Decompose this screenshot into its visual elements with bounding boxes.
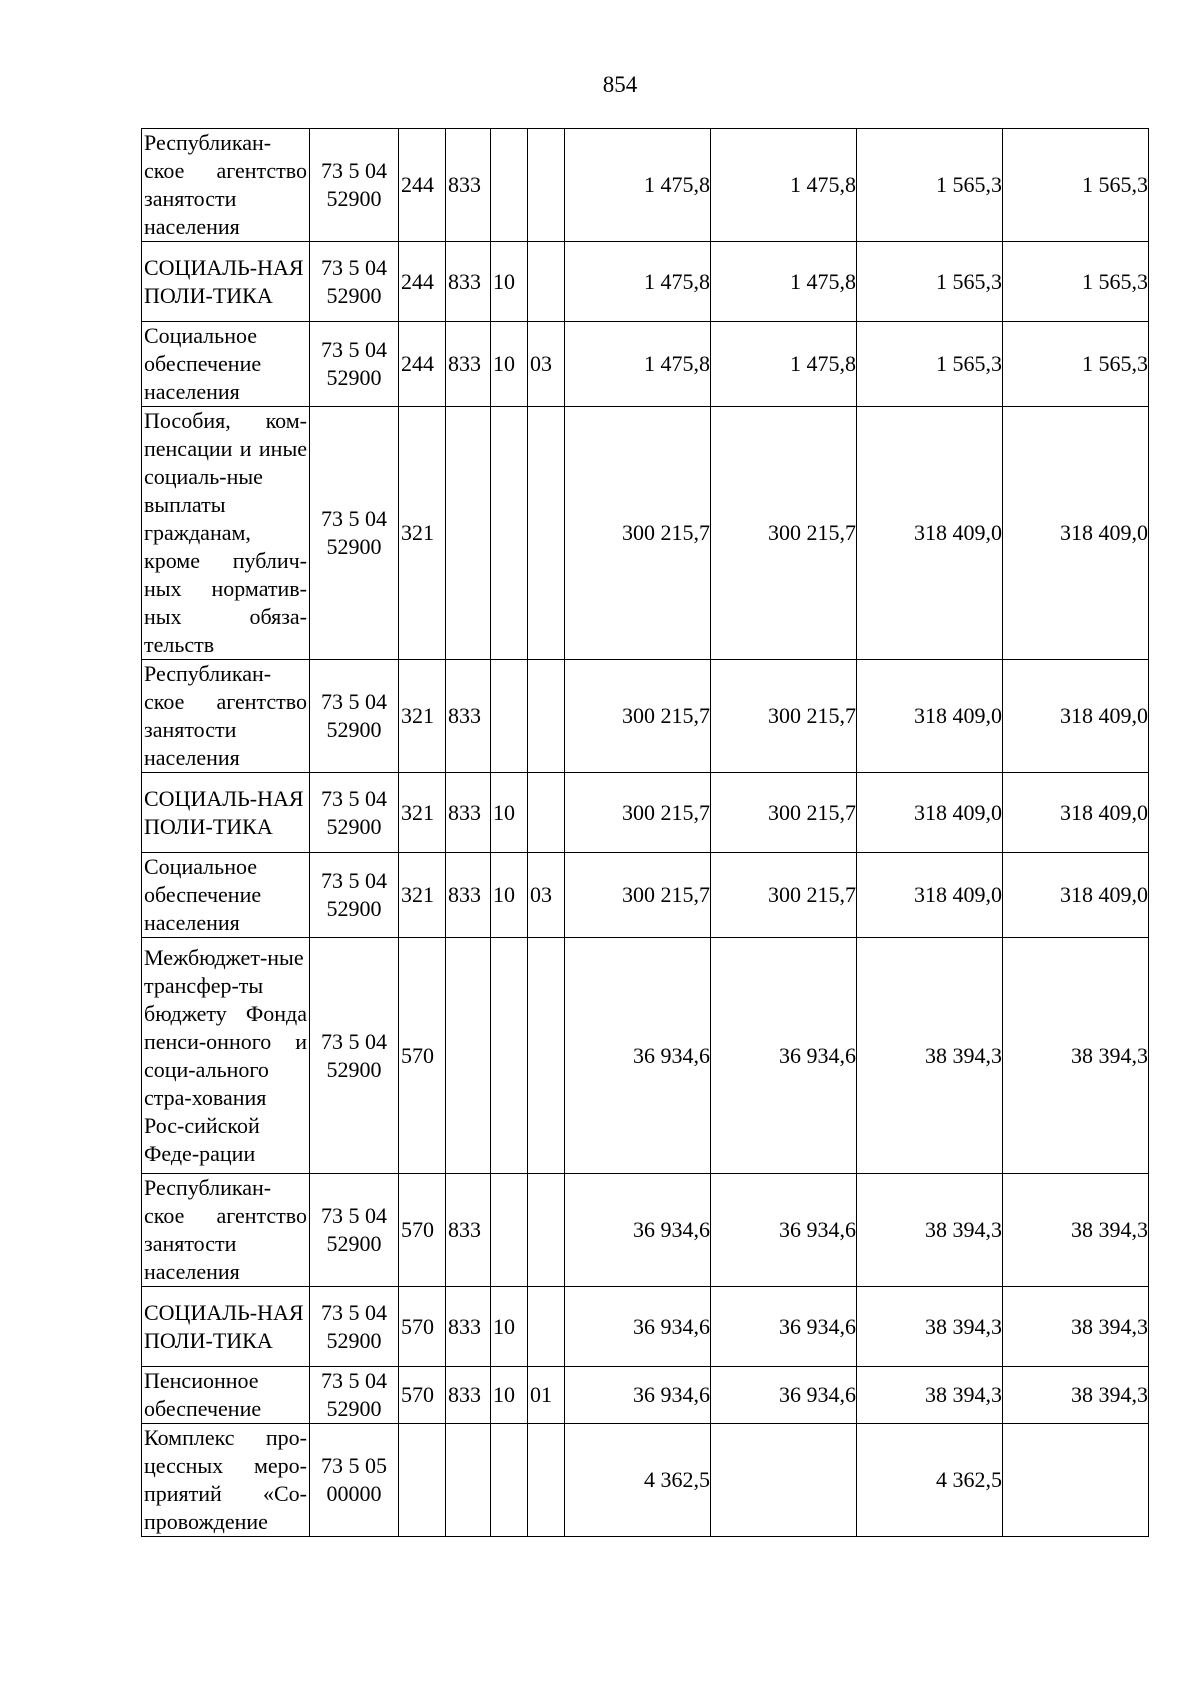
expense-type-code: 244	[399, 129, 446, 242]
administrator-code: 833	[446, 773, 491, 853]
table-row	[142, 1367, 1149, 1424]
section-code	[491, 1174, 528, 1287]
line-item-name: Пенсионное обеспечение	[142, 1367, 310, 1424]
line-item-name: Пособия, ком-пенсации и иные социаль-ные выплаты гражданам, кроме публич-ных норматив-ных обяза-тельств	[142, 407, 310, 660]
amount-col-1: 1 475,8	[565, 129, 711, 242]
line-item-name: СОЦИАЛЬ-НАЯ ПОЛИ-ТИКА	[142, 1287, 310, 1367]
expense-type-code: 570	[399, 1174, 446, 1287]
amount-col-3: 38 394,3	[857, 1367, 1003, 1424]
target-article-code: 73 5 04 52900	[310, 129, 399, 242]
section-code	[491, 1424, 528, 1537]
amount-col-3: 318 409,0	[857, 773, 1003, 853]
administrator-code: 833	[446, 660, 491, 773]
administrator-code: 833	[446, 129, 491, 242]
section-code: 10	[491, 1367, 528, 1424]
expense-type-code: 321	[399, 407, 446, 660]
line-item-name: Социальное обеспечение населения	[142, 322, 310, 407]
amount-col-1: 36 934,6	[565, 938, 711, 1174]
amount-col-3: 38 394,3	[857, 1287, 1003, 1367]
administrator-code: 833	[446, 322, 491, 407]
amount-col-2: 300 215,7	[711, 660, 857, 773]
expense-type-code: 570	[399, 1287, 446, 1367]
section-code	[491, 407, 528, 660]
table-row	[142, 129, 1149, 242]
target-article-code: 73 5 04 52900	[310, 1174, 399, 1287]
subsection-code	[528, 1174, 565, 1287]
section-code: 10	[491, 322, 528, 407]
target-article-code: 73 5 04 52900	[310, 242, 399, 322]
section-code: 10	[491, 853, 528, 938]
target-article-code: 73 5 04 52900	[310, 660, 399, 773]
subsection-code	[528, 660, 565, 773]
expense-type-code: 321	[399, 660, 446, 773]
amount-col-3: 4 362,5	[857, 1424, 1003, 1537]
subsection-code: 03	[528, 853, 565, 938]
target-article-code: 73 5 04 52900	[310, 1287, 399, 1367]
amount-col-3: 1 565,3	[857, 129, 1003, 242]
administrator-code	[446, 1424, 491, 1537]
amount-col-4: 318 409,0	[1003, 853, 1149, 938]
target-article-code: 73 5 04 52900	[310, 773, 399, 853]
amount-col-1: 300 215,7	[565, 407, 711, 660]
amount-col-2: 300 215,7	[711, 853, 857, 938]
subsection-code: 03	[528, 322, 565, 407]
amount-col-3: 318 409,0	[857, 407, 1003, 660]
line-item-name: Межбюджет-ные трансфер-ты бюджету Фонда пенси-онного и соци-ального стра-хования Рос-сийской Феде-рации	[142, 938, 310, 1174]
section-code: 10	[491, 1287, 528, 1367]
target-article-code: 73 5 04 52900	[310, 407, 399, 660]
line-item-name: Республикан-ское агентство занятости населения	[142, 660, 310, 773]
line-item-name: Республикан-ское агентство занятости населения	[142, 129, 310, 242]
amount-col-1: 36 934,6	[565, 1287, 711, 1367]
table-row	[142, 322, 1149, 407]
amount-col-2: 36 934,6	[711, 938, 857, 1174]
subsection-code	[528, 407, 565, 660]
amount-col-2: 36 934,6	[711, 1174, 857, 1287]
table-row	[142, 938, 1149, 1174]
amount-col-3: 38 394,3	[857, 1174, 1003, 1287]
section-code: 10	[491, 242, 528, 322]
subsection-code	[528, 938, 565, 1174]
subsection-code	[528, 129, 565, 242]
target-article-code: 73 5 04 52900	[310, 1367, 399, 1424]
table-row	[142, 1174, 1149, 1287]
subsection-code	[528, 242, 565, 322]
amount-col-2: 300 215,7	[711, 773, 857, 853]
administrator-code: 833	[446, 242, 491, 322]
amount-col-3: 1 565,3	[857, 242, 1003, 322]
amount-col-1: 1 475,8	[565, 242, 711, 322]
amount-col-2	[711, 1424, 857, 1537]
amount-col-4: 38 394,3	[1003, 1174, 1149, 1287]
amount-col-1: 4 362,5	[565, 1424, 711, 1537]
amount-col-1: 300 215,7	[565, 660, 711, 773]
amount-col-2: 300 215,7	[711, 407, 857, 660]
amount-col-1: 300 215,7	[565, 773, 711, 853]
administrator-code: 833	[446, 1287, 491, 1367]
amount-col-4: 38 394,3	[1003, 1367, 1149, 1424]
amount-col-4: 38 394,3	[1003, 938, 1149, 1174]
table-row	[142, 1287, 1149, 1367]
subsection-code	[528, 1287, 565, 1367]
budget-table	[141, 128, 1149, 1537]
target-article-code: 73 5 04 52900	[310, 322, 399, 407]
budget-table-body	[142, 129, 1149, 1537]
line-item-name: Комплекс про-цессных меро-приятий «Со-провождение	[142, 1424, 310, 1537]
amount-col-4: 1 565,3	[1003, 322, 1149, 407]
section-code: 10	[491, 773, 528, 853]
section-code	[491, 129, 528, 242]
table-row	[142, 242, 1149, 322]
amount-col-2: 36 934,6	[711, 1287, 857, 1367]
amount-col-2: 1 475,8	[711, 322, 857, 407]
amount-col-3: 318 409,0	[857, 853, 1003, 938]
target-article-code: 73 5 04 52900	[310, 938, 399, 1174]
amount-col-2: 36 934,6	[711, 1367, 857, 1424]
subsection-code: 01	[528, 1367, 565, 1424]
line-item-name: Социальное обеспечение населения	[142, 853, 310, 938]
expense-type-code: 321	[399, 853, 446, 938]
amount-col-4: 1 565,3	[1003, 242, 1149, 322]
administrator-code: 833	[446, 1367, 491, 1424]
table-row	[142, 660, 1149, 773]
amount-col-1: 1 475,8	[565, 322, 711, 407]
administrator-code: 833	[446, 1174, 491, 1287]
expense-type-code	[399, 1424, 446, 1537]
line-item-name: Республикан-ское агентство занятости населения	[142, 1174, 310, 1287]
amount-col-4: 38 394,3	[1003, 1287, 1149, 1367]
expense-type-code: 244	[399, 242, 446, 322]
amount-col-4: 318 409,0	[1003, 407, 1149, 660]
expense-type-code: 570	[399, 1367, 446, 1424]
amount-col-1: 36 934,6	[565, 1174, 711, 1287]
subsection-code	[528, 1424, 565, 1537]
target-article-code: 73 5 05 00000	[310, 1424, 399, 1537]
table-row	[142, 773, 1149, 853]
amount-col-4: 1 565,3	[1003, 129, 1149, 242]
table-row	[142, 407, 1149, 660]
amount-col-4	[1003, 1424, 1149, 1537]
table-row	[142, 1424, 1149, 1537]
amount-col-1: 300 215,7	[565, 853, 711, 938]
amount-col-4: 318 409,0	[1003, 660, 1149, 773]
subsection-code	[528, 773, 565, 853]
amount-col-2: 1 475,8	[711, 129, 857, 242]
administrator-code	[446, 938, 491, 1174]
expense-type-code: 244	[399, 322, 446, 407]
section-code	[491, 660, 528, 773]
amount-col-1: 36 934,6	[565, 1367, 711, 1424]
amount-col-4: 318 409,0	[1003, 773, 1149, 853]
page-number: 854	[602, 72, 638, 97]
expense-type-code: 570	[399, 938, 446, 1174]
amount-col-3: 1 565,3	[857, 322, 1003, 407]
amount-col-3: 318 409,0	[857, 660, 1003, 773]
line-item-name: СОЦИАЛЬ-НАЯ ПОЛИ-ТИКА	[142, 242, 310, 322]
target-article-code: 73 5 04 52900	[310, 853, 399, 938]
expense-type-code: 321	[399, 773, 446, 853]
amount-col-3: 38 394,3	[857, 938, 1003, 1174]
administrator-code	[446, 407, 491, 660]
table-row	[142, 853, 1149, 938]
amount-col-2: 1 475,8	[711, 242, 857, 322]
section-code	[491, 938, 528, 1174]
line-item-name: СОЦИАЛЬ-НАЯ ПОЛИ-ТИКА	[142, 773, 310, 853]
administrator-code: 833	[446, 853, 491, 938]
